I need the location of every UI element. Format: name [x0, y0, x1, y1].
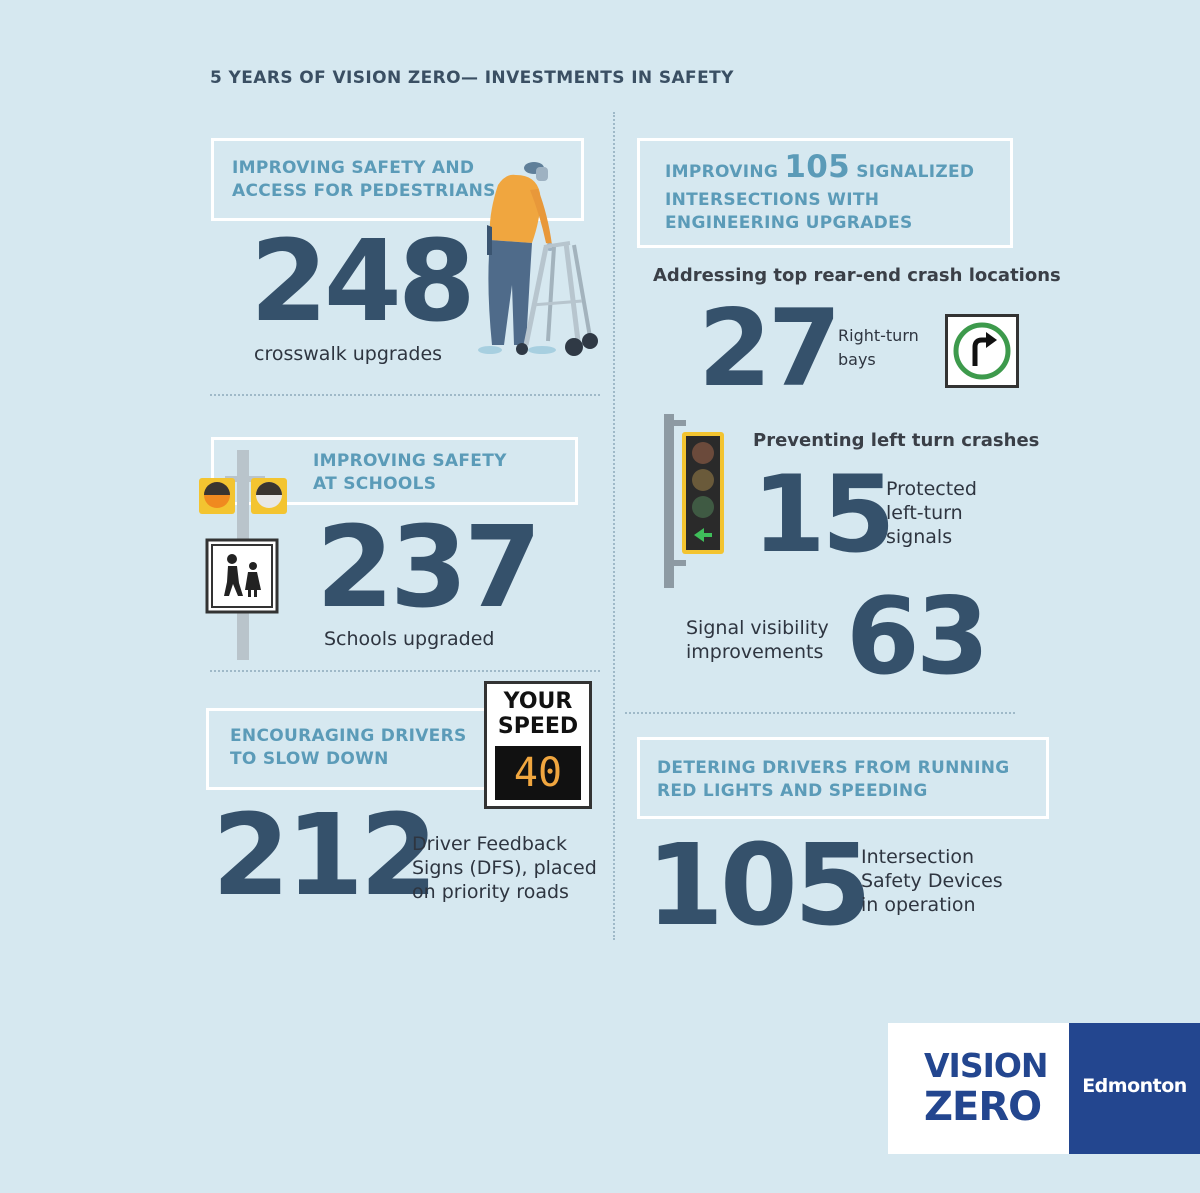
school-zone-sign-illustration: [195, 448, 290, 663]
your-speed-sign: [484, 681, 592, 809]
red-lights-caption: Intersection Safety Devices in operation: [861, 846, 1003, 916]
right-turn-sign-icon: [945, 314, 1019, 388]
vision-zero-logo-zero: ZERO: [924, 1084, 1042, 1130]
intersections-label: IMPROVING 105 SIGNALIZED INTERSECTIONS WITH ENGINEERING UPGRADES: [665, 149, 975, 233]
horizontal-divider-left-2: [210, 670, 600, 672]
your-speed-sign-value: 40: [513, 750, 563, 796]
horizontal-divider-right: [625, 712, 1015, 714]
red-lights-number: 105: [646, 821, 868, 951]
visibility-caption: Signal visibility improvements: [686, 617, 829, 663]
schools-caption: Schools upgraded: [324, 628, 495, 650]
vision-zero-logo-vision: VISION: [924, 1046, 1048, 1085]
left-turn-number: 15: [752, 453, 892, 576]
your-speed-sign-line1: YOUR: [503, 689, 573, 714]
drivers-caption: Driver Feedback Signs (DFS), placed on priority roads: [412, 833, 597, 903]
pedestrian-walker-illustration: [470, 155, 600, 365]
red-lights-label: DETERING DRIVERS FROM RUNNING RED LIGHTS AND SPEEDING: [657, 758, 1010, 801]
page-title: 5 YEARS OF VISION ZERO— INVESTMENTS IN SAFETY: [210, 68, 734, 88]
your-speed-sign-display: [495, 746, 581, 800]
pedestrians-number: 248: [250, 217, 472, 347]
vision-zero-logo: [888, 1023, 1069, 1154]
drivers-number: 212: [212, 791, 434, 921]
schools-label: IMPROVING SAFETY AT SCHOOLS: [313, 451, 507, 494]
left-turn-heading: Preventing left turn crashes: [753, 430, 1040, 451]
pedestrians-caption: crosswalk upgrades: [254, 343, 443, 365]
right-turn-caption: Right-turn bays: [838, 326, 919, 369]
rear-end-heading: Addressing top rear-end crash locations: [653, 265, 1061, 286]
your-speed-sign-line2: SPEED: [497, 714, 579, 739]
visibility-number: 63: [846, 575, 986, 698]
horizontal-divider-left-1: [210, 394, 600, 396]
drivers-label: ENCOURAGING DRIVERS TO SLOW DOWN: [230, 726, 467, 769]
edmonton-logo-text: Edmonton: [1082, 1075, 1187, 1097]
left-turn-caption: Protected left-turn signals: [886, 478, 977, 548]
schools-number: 237: [316, 503, 538, 633]
right-turn-number: 27: [698, 287, 838, 410]
vertical-divider: [613, 112, 615, 940]
traffic-light-illustration: [660, 412, 730, 590]
pedestrians-label: IMPROVING SAFETY AND ACCESS FOR PEDESTRIANS: [232, 158, 496, 201]
edmonton-logo: [1069, 1023, 1200, 1154]
intersections-label-number: 105: [784, 149, 850, 185]
